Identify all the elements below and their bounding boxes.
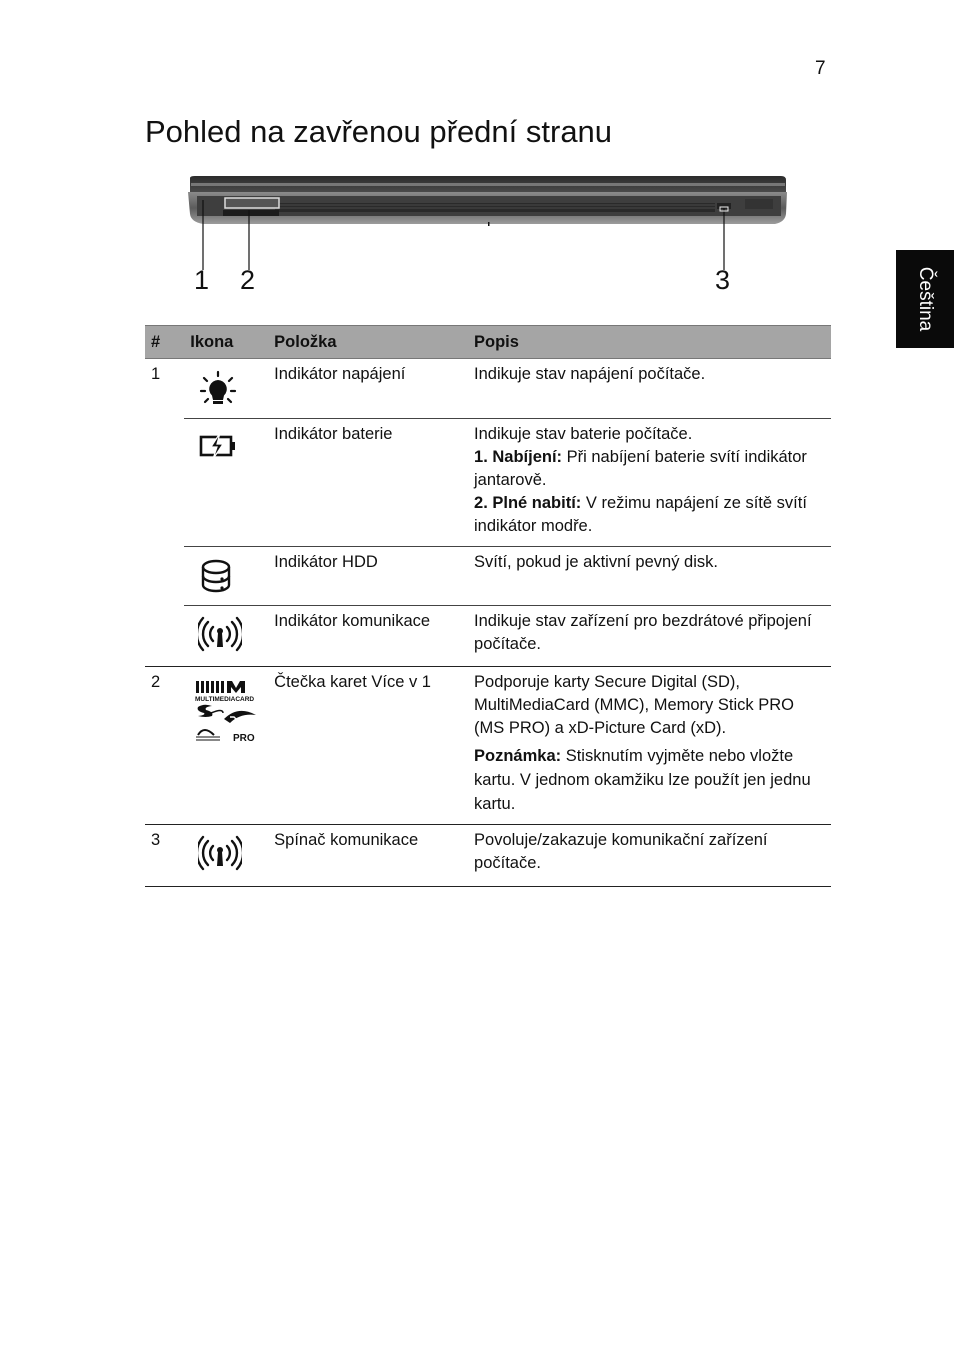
header-item: Položka [268,326,468,359]
desc-charging: 1. Nabíjení: Při nabíjení baterie svítí indikátor jantarově. [474,448,807,489]
page-title: Pohled na zavřenou přední stranu [145,114,613,149]
table-row [145,359,831,419]
mmc-logo-text: MULTIMEDIACARD [195,696,255,703]
desc-line: Indikuje stav baterie počítače. [474,425,693,443]
table-row [145,606,831,667]
card-reader-logos-icon [194,677,260,745]
item-label: Indikátor HDD [268,547,468,606]
item-label: Indikátor komunikace [268,606,468,667]
callout-1: 1 [194,265,210,295]
header-num: # [145,326,184,359]
laptop-front-illustration [145,170,831,305]
item-description [468,667,831,825]
table-header-row [145,326,831,359]
item-label: Indikátor napájení [274,365,406,383]
table-row [145,419,831,547]
battery-icon [198,429,238,463]
item-label: Indikátor baterie [268,419,468,547]
row-number: 2 [145,667,184,825]
wireless-icon [198,616,242,652]
callout-2: 2 [240,265,256,295]
table-row [145,825,831,887]
language-tab-label: Čeština [915,266,936,332]
components-table [145,325,831,887]
power-bulb-icon [198,369,238,409]
item-label: Spínač komunikace [268,825,468,887]
row-number: 3 [145,825,184,887]
item-description: Povoluje/zakazuje komunikační zařízení počítače. [468,825,831,887]
callout-3: 3 [715,265,731,295]
row-number: 1 [151,365,161,383]
hdd-icon [198,557,238,597]
wireless-switch-icon [198,835,242,871]
header-description: Popis [468,326,831,359]
page-number: 7 [815,58,826,79]
header-icon: Ikona [184,326,268,359]
item-description: Indikuje stav zařízení pro bezdrátové připojení počítače. [468,606,831,667]
desc-line: Podporuje karty Secure Digital (SD), MultiMediaCard (MMC), Memory Stick PRO (MS PRO) a xD-Picture Card (xD). [474,673,794,737]
table-row [145,667,831,825]
item-label: Čtečka karet Více v 1 [268,667,468,825]
ms-pro-logo-text: PRO [233,733,255,744]
desc-full: 2. Plné nabití: V režimu napájení ze sítě svítí indikátor modře. [474,494,807,535]
item-description [468,419,831,547]
note-line: Poznámka: Stisknutím vyjměte nebo vložte kartu. V jednom okamžiku lze použít jen jednu kartu. [474,747,811,813]
item-description: Svítí, pokud je aktivní pevný disk. [468,547,831,606]
language-tab [896,250,954,348]
item-description: Indikuje stav napájení počítače. [474,365,706,383]
table-row [145,547,831,606]
